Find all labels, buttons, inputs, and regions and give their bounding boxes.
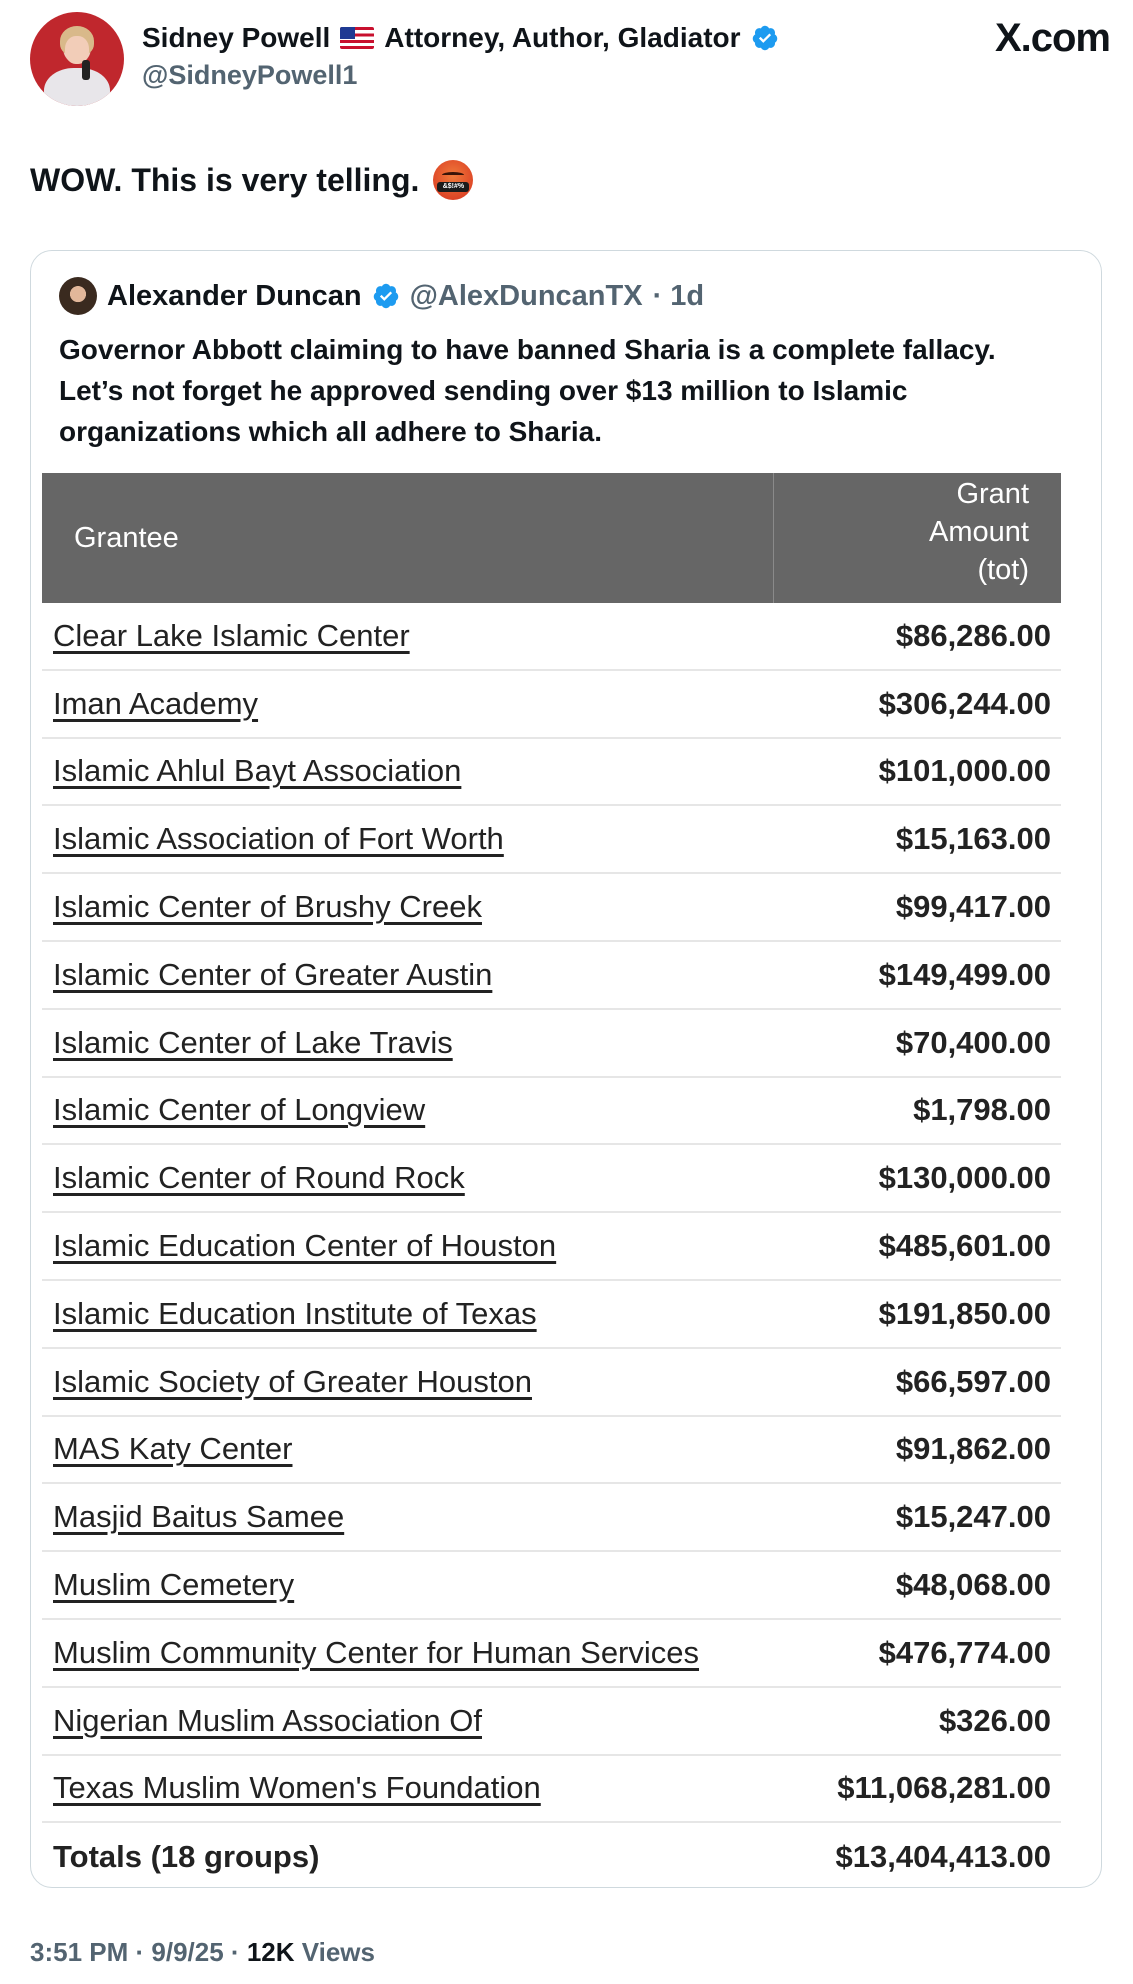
- grantee-link[interactable]: Masjid Baitus Samee: [53, 1499, 345, 1535]
- quoted-post-header: [59, 277, 704, 315]
- quoted-author-handle[interactable]: @AlexDuncanTX: [409, 279, 643, 312]
- grantee-link[interactable]: Iman Academy: [53, 685, 259, 721]
- table-row: [42, 1620, 1061, 1688]
- grant-amount: $70,400.00: [895, 1024, 1051, 1060]
- grant-table-header: [42, 473, 1061, 603]
- table-row: [42, 806, 1061, 874]
- grant-amount: $86,286.00: [895, 617, 1051, 653]
- table-row: [42, 1756, 1061, 1824]
- quoted-author-name[interactable]: Alexander Duncan: [107, 279, 362, 312]
- table-row: [42, 1484, 1061, 1552]
- grant-amount: $130,000.00: [878, 1160, 1051, 1196]
- views-label: Views: [301, 1937, 375, 1967]
- post-date[interactable]: 9/9/25: [151, 1937, 224, 1967]
- tweet-body: [30, 160, 473, 200]
- grantee-link[interactable]: Islamic Society of Greater Houston: [53, 1363, 532, 1399]
- grantee-link[interactable]: Islamic Ahlul Bayt Association: [53, 753, 462, 789]
- header-grantee: Grantee: [42, 473, 774, 603]
- table-row: [42, 1213, 1061, 1281]
- grantee-link[interactable]: Islamic Center of Longview: [53, 1092, 426, 1128]
- table-row: [42, 1010, 1061, 1078]
- grant-table-body: [42, 603, 1061, 1823]
- grant-amount: $101,000.00: [878, 753, 1051, 789]
- grantee-link[interactable]: Islamic Education Center of Houston: [53, 1228, 557, 1264]
- grant-amount: $476,774.00: [878, 1634, 1051, 1670]
- tweet-text: WOW. This is very telling.: [30, 161, 420, 198]
- grantee-link[interactable]: Texas Muslim Women's Foundation: [53, 1770, 541, 1806]
- grant-amount: $485,601.00: [878, 1228, 1051, 1264]
- post-header: [30, 12, 1110, 108]
- table-row: [42, 1349, 1061, 1417]
- grantee-link[interactable]: Muslim Community Center for Human Services: [53, 1634, 700, 1670]
- grantee-link[interactable]: Islamic Center of Round Rock: [53, 1160, 465, 1196]
- grant-amount: $11,068,281.00: [837, 1770, 1051, 1806]
- us-flag-icon: [340, 27, 374, 49]
- table-row: [42, 671, 1061, 739]
- table-row: [42, 1281, 1061, 1349]
- grant-amount: $149,499.00: [878, 956, 1051, 992]
- grantee-link[interactable]: Islamic Center of Greater Austin: [53, 956, 493, 992]
- total-amount: $13,404,413.00: [835, 1839, 1051, 1875]
- table-row: [42, 874, 1061, 942]
- table-row: [42, 603, 1061, 671]
- header-grant-amount: Grant Amount (tot): [929, 478, 1029, 586]
- table-row: [42, 1552, 1061, 1620]
- verified-badge-icon: [751, 24, 779, 52]
- author-handle[interactable]: @SidneyPowell1: [142, 60, 358, 90]
- grant-table: [42, 473, 1061, 1891]
- grant-amount: $15,247.00: [895, 1499, 1051, 1535]
- author-avatar[interactable]: [30, 12, 124, 106]
- grant-amount: $1,798.00: [913, 1092, 1051, 1128]
- meta-separator: ·: [230, 1937, 247, 1967]
- grantee-link[interactable]: Islamic Center of Brushy Creek: [53, 889, 482, 925]
- author-bio-title[interactable]: Attorney, Author, Gladiator: [384, 22, 741, 53]
- grant-amount: $15,163.00: [895, 821, 1051, 857]
- table-row: [42, 1078, 1061, 1146]
- table-total-row: [42, 1823, 1061, 1891]
- total-label: Totals (18 groups): [53, 1839, 320, 1875]
- meta-separator: ·: [135, 1937, 152, 1967]
- quoted-post-age[interactable]: · 1d: [652, 279, 705, 312]
- grant-amount: $306,244.00: [878, 685, 1051, 721]
- quoted-post[interactable]: [30, 250, 1102, 1888]
- author-name-line: [142, 22, 779, 54]
- grantee-link[interactable]: Islamic Association of Fort Worth: [53, 821, 504, 857]
- grantee-link[interactable]: Nigerian Muslim Association Of: [53, 1702, 482, 1738]
- grantee-link[interactable]: Islamic Education Institute of Texas: [53, 1295, 537, 1331]
- grant-amount: $66,597.00: [895, 1363, 1051, 1399]
- table-row: [42, 1417, 1061, 1485]
- verified-badge-icon: [372, 282, 400, 310]
- grant-amount: $48,068.00: [895, 1567, 1051, 1603]
- grantee-link[interactable]: Muslim Cemetery: [53, 1567, 295, 1603]
- author-name[interactable]: Sidney Powell: [142, 22, 331, 53]
- grant-amount: $326.00: [938, 1702, 1051, 1738]
- angry-cursing-face-icon: [433, 160, 473, 200]
- quoted-author-avatar[interactable]: [59, 277, 97, 315]
- quoted-post-text: Governor Abbott claiming to have banned Sharia is a complete fallacy. Let’s not forget he approved sending over $13 million to Islamic organizations which all adhere to Sharia.: [59, 334, 996, 447]
- views-count: 12K: [246, 1937, 295, 1967]
- table-row: [42, 739, 1061, 807]
- table-row: [42, 1145, 1061, 1213]
- table-row: [42, 942, 1061, 1010]
- grant-amount: $191,850.00: [878, 1295, 1051, 1331]
- grant-amount: $99,417.00: [895, 889, 1051, 925]
- grantee-link[interactable]: MAS Katy Center: [53, 1431, 293, 1467]
- grantee-link[interactable]: Clear Lake Islamic Center: [53, 617, 410, 653]
- grantee-link[interactable]: Islamic Center of Lake Travis: [53, 1024, 453, 1060]
- post-time[interactable]: 3:51 PM: [30, 1937, 129, 1967]
- table-row: [42, 1688, 1061, 1756]
- post-meta: [30, 1937, 375, 1968]
- x-logo: X.com: [994, 16, 1110, 60]
- grant-amount: $91,862.00: [895, 1431, 1051, 1467]
